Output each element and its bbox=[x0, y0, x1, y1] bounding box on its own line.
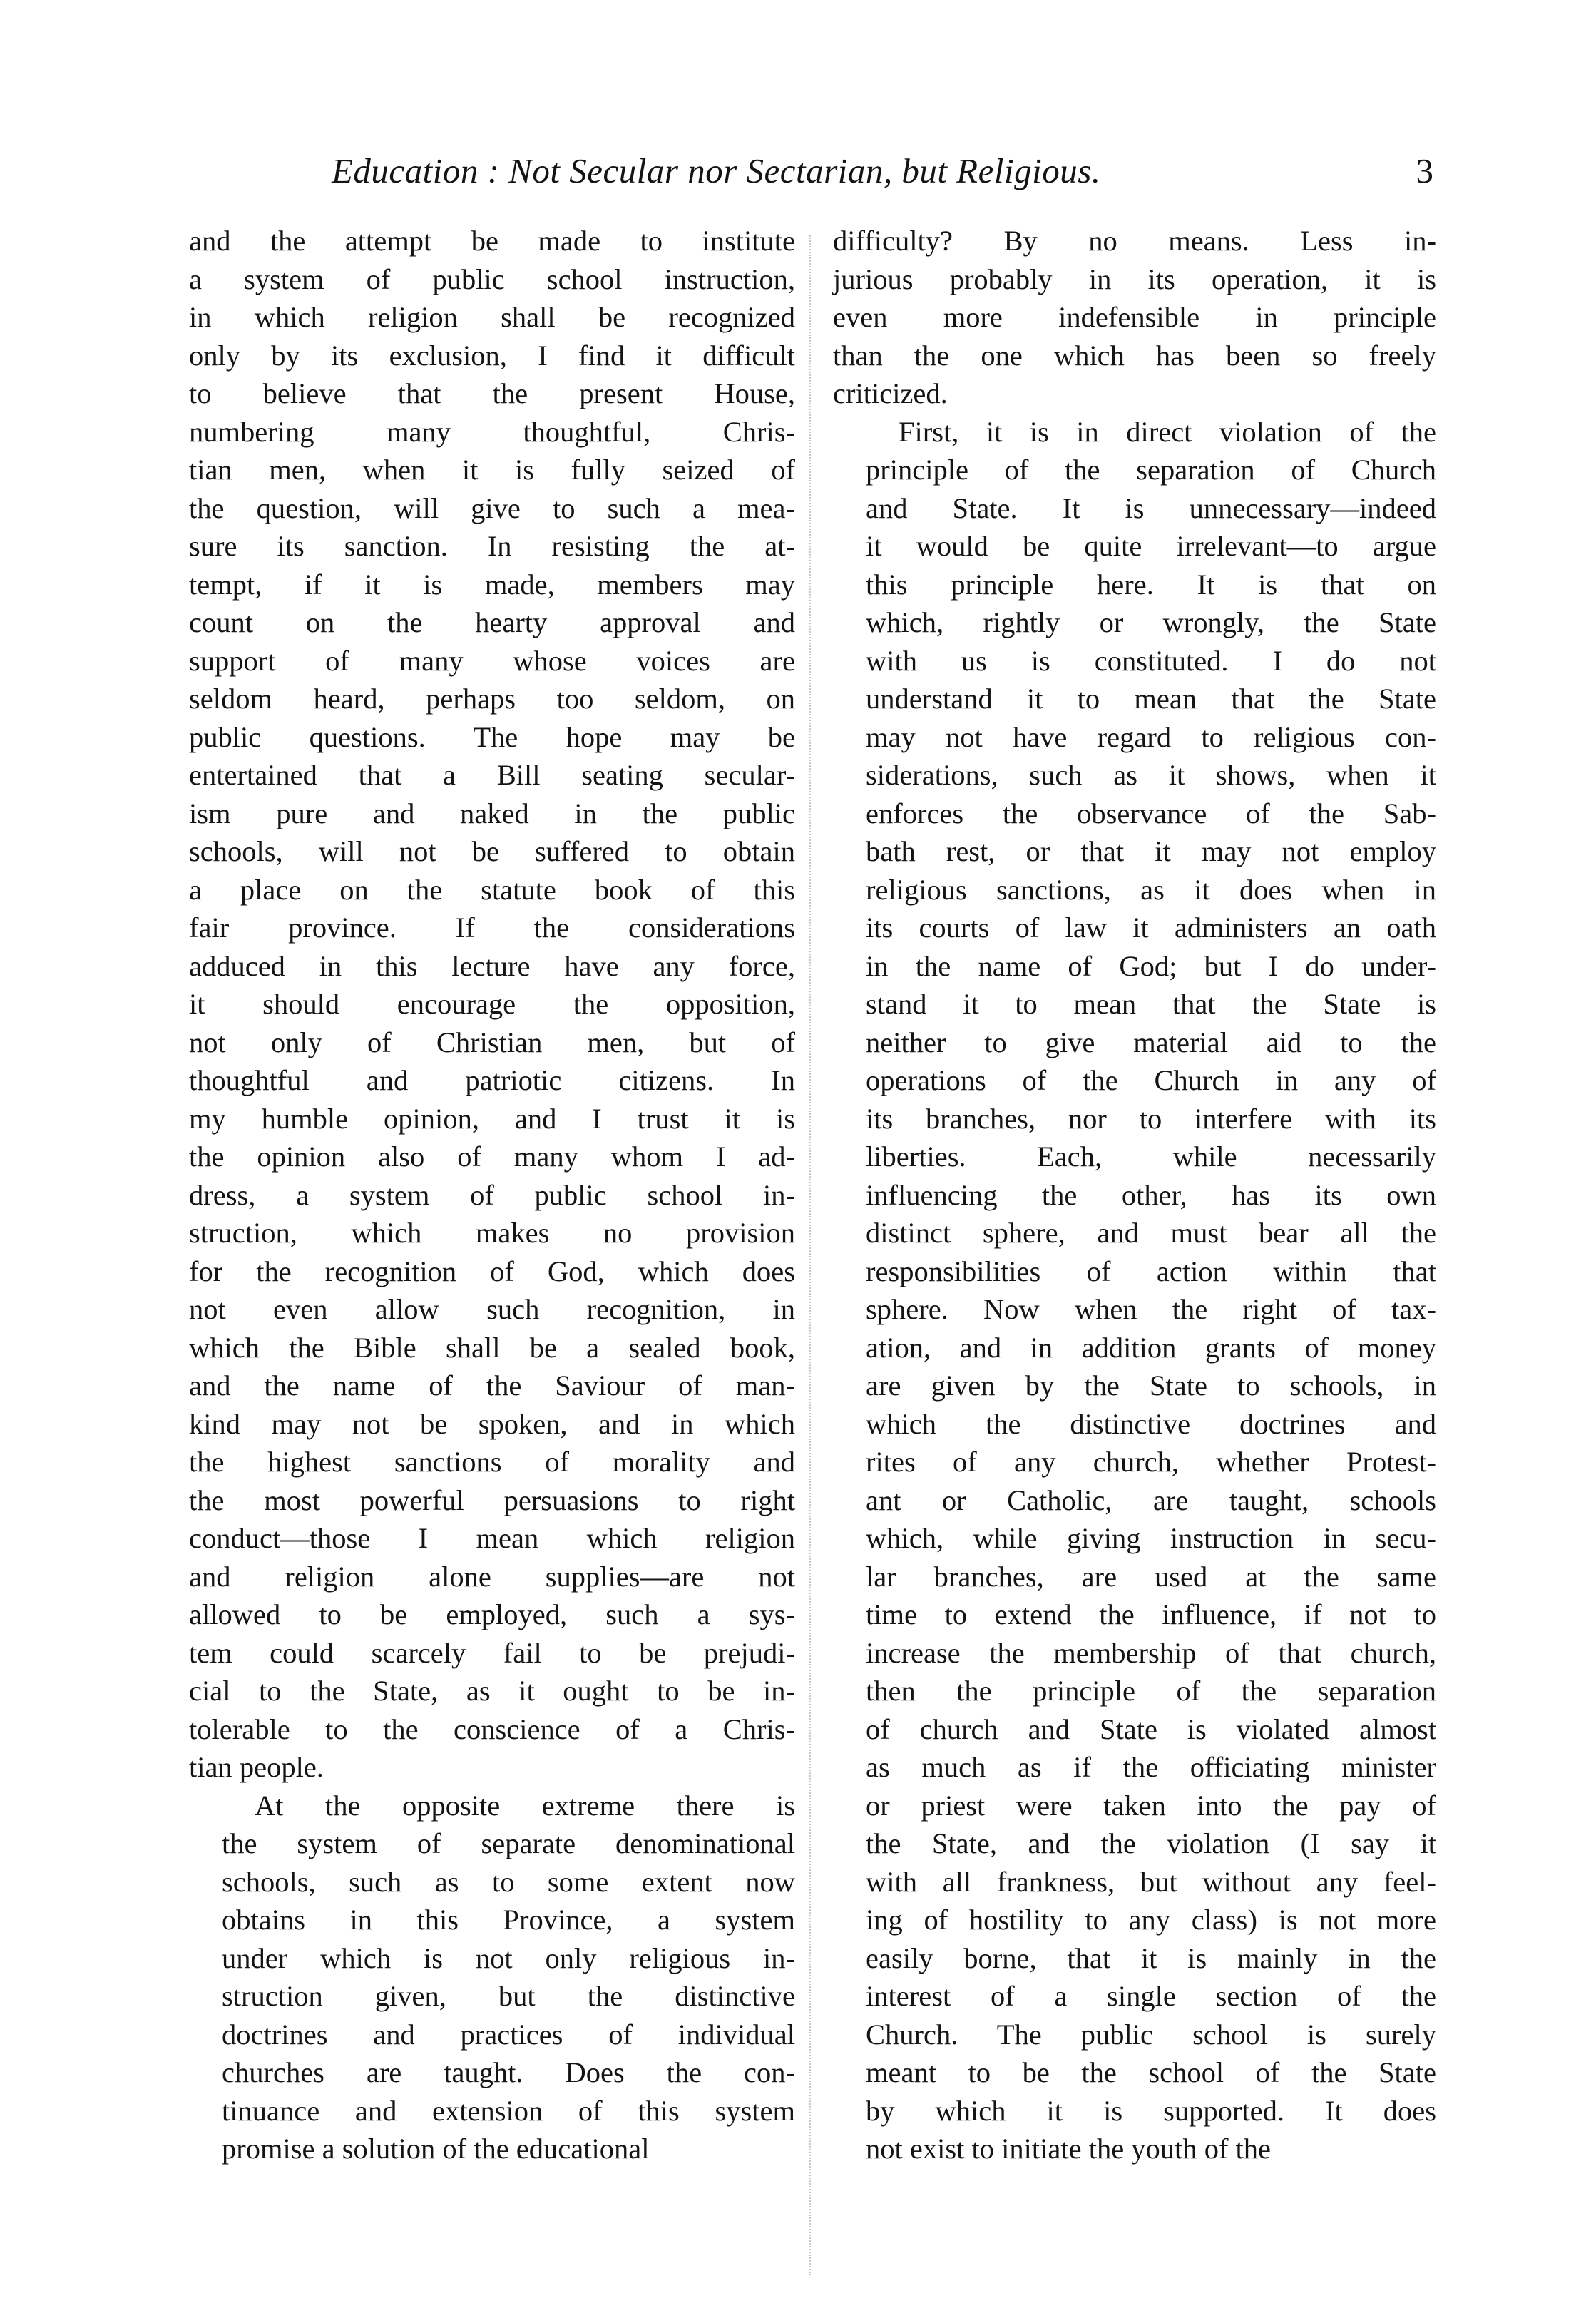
text-line: not exist to initiate the youth of the bbox=[866, 2133, 1272, 2165]
text-line: adduced in this lecture have any force, bbox=[189, 949, 795, 982]
text-line: influencing the other, has its own bbox=[866, 1178, 1436, 1211]
text-line: struction given, but the distinctive bbox=[222, 1980, 795, 2012]
text-line: to believe that the present House, bbox=[189, 377, 795, 409]
text-line: public questions. The hope may be bbox=[189, 720, 795, 753]
text-line: obtains in this Province, a system bbox=[222, 1904, 795, 1936]
text-line: lar branches, are used at the same bbox=[866, 1560, 1436, 1593]
text-line: operations of the Church in any of bbox=[866, 1064, 1436, 1096]
text-line: criticized. bbox=[833, 377, 948, 409]
text-line: religious sanctions, as it does when in bbox=[866, 873, 1436, 906]
text-line: First, it is in direct violation of the bbox=[899, 415, 1436, 448]
text-line: are given by the State to schools, in bbox=[866, 1369, 1436, 1402]
text-line: difficulty? By no means. Less in- bbox=[833, 225, 1436, 257]
text-line: with all frankness, but without any feel- bbox=[866, 1865, 1436, 1898]
text-line: cial to the State, as it ought to be in- bbox=[189, 1675, 795, 1707]
text-line: and State. It is unnecessary—indeed bbox=[866, 491, 1436, 524]
text-line: jurious probably in its operation, it is bbox=[833, 262, 1436, 295]
text-line: for the recognition of God, which does bbox=[189, 1255, 795, 1287]
text-line: the opinion also of many whom I ad- bbox=[189, 1140, 795, 1173]
text-line: in which religion shall be recognized bbox=[189, 301, 795, 333]
text-line: support of many whose voices are bbox=[189, 644, 795, 677]
text-line: enforces the observance of the Sab- bbox=[866, 797, 1436, 829]
text-line: principle of the separation of Church bbox=[866, 454, 1436, 486]
text-line: and the name of the Saviour of man- bbox=[189, 1369, 795, 1402]
column-divider bbox=[809, 235, 812, 2275]
text-line: even more indefensible in principle bbox=[833, 301, 1436, 333]
text-line: allowed to be employed, such a sys- bbox=[189, 1598, 795, 1630]
text-line: not only of Christian men, but of bbox=[189, 1026, 795, 1058]
text-line: time to extend the influence, if not to bbox=[866, 1598, 1436, 1630]
text-line: tempt, if it is made, members may bbox=[189, 568, 795, 601]
text-line: easily borne, that it is mainly in the bbox=[866, 1941, 1436, 1974]
text-line: neither to give material aid to the bbox=[866, 1026, 1436, 1058]
text-line: it should encourage the opposition, bbox=[189, 988, 795, 1020]
text-line: of church and State is violated almost bbox=[866, 1712, 1436, 1745]
text-line: Church. The public school is surely bbox=[866, 2018, 1436, 2051]
text-line: doctrines and practices of individual bbox=[222, 2018, 795, 2051]
text-line: the State, and the violation (I say it bbox=[866, 1827, 1436, 1859]
text-line: than the one which has been so freely bbox=[833, 339, 1436, 372]
text-line: ing of hostility to any class) is not more bbox=[866, 1904, 1436, 1936]
text-line: a system of public school instruction, bbox=[189, 262, 795, 295]
left-column bbox=[189, 222, 795, 2168]
text-line: fair province. If the considerations bbox=[189, 912, 795, 944]
text-line: by which it is supported. It does bbox=[866, 2094, 1436, 2127]
text-line: only by its exclusion, I find it difficult bbox=[189, 339, 795, 372]
text-line: sure its sanction. In resisting the at- bbox=[189, 530, 795, 562]
text-line: its branches, nor to interfere with its bbox=[866, 1102, 1436, 1135]
paragraph bbox=[189, 222, 795, 1787]
text-line: interest of a single section of the bbox=[866, 1980, 1436, 2012]
text-line: distinct sphere, and must bear all the bbox=[866, 1217, 1436, 1249]
text-line: meant to be the school of the State bbox=[866, 2056, 1436, 2088]
text-line: siderations, such as it shows, when it bbox=[866, 759, 1436, 791]
text-line: stand it to mean that the State is bbox=[866, 988, 1436, 1020]
text-line: which, rightly or wrongly, the State bbox=[866, 606, 1436, 638]
text-line: understand it to mean that the State bbox=[866, 683, 1436, 715]
text-line: conduct—those I mean which religion bbox=[189, 1522, 795, 1554]
text-line: tinuance and extension of this system bbox=[222, 2094, 795, 2127]
right-column bbox=[833, 222, 1436, 2168]
text-line: the system of separate denominational bbox=[222, 1827, 795, 1859]
text-line: then the principle of the separation bbox=[866, 1675, 1436, 1707]
text-line: thoughtful and patriotic citizens. In bbox=[189, 1064, 795, 1096]
text-line: churches are taught. Does the con- bbox=[222, 2056, 795, 2088]
text-line: the highest sanctions of morality and bbox=[189, 1446, 795, 1478]
text-line: count on the hearty approval and bbox=[189, 606, 795, 638]
text-line: with us is constituted. I do not bbox=[866, 644, 1436, 677]
text-line: ism pure and naked in the public bbox=[189, 797, 795, 829]
text-line: and religion alone supplies—are not bbox=[189, 1560, 795, 1593]
text-line: my humble opinion, and I trust it is bbox=[189, 1102, 795, 1135]
text-line: in the name of God; but I do under- bbox=[866, 949, 1436, 982]
text-line: bath rest, or that it may not employ bbox=[866, 835, 1436, 867]
text-line: the most powerful persuasions to right bbox=[189, 1484, 795, 1516]
text-line: struction, which makes no provision bbox=[189, 1217, 795, 1249]
text-line: or priest were taken into the pay of bbox=[866, 1789, 1436, 1822]
text-line: rites of any church, whether Protest- bbox=[866, 1446, 1436, 1478]
text-line: which, while giving instruction in secu- bbox=[866, 1522, 1436, 1554]
text-line: which the distinctive doctrines and bbox=[866, 1407, 1436, 1440]
text-line: ation, and in addition grants of money bbox=[866, 1331, 1436, 1364]
text-line: tem could scarcely fail to be prejudi- bbox=[189, 1636, 795, 1669]
text-line: seldom heard, perhaps too seldom, on bbox=[189, 683, 795, 715]
text-line: liberties. Each, while necessarily bbox=[866, 1140, 1436, 1173]
text-line: entertained that a Bill seating secular- bbox=[189, 759, 795, 791]
text-line: may not have regard to religious con- bbox=[866, 720, 1436, 753]
text-line: which the Bible shall be a sealed book, bbox=[189, 1331, 795, 1364]
text-line: not even allow such recognition, in bbox=[189, 1293, 795, 1325]
page-number: 3 bbox=[1416, 151, 1433, 190]
text-line: tian men, when it is fully seized of bbox=[189, 454, 795, 486]
running-head-title: Education : Not Secular nor Sectarian, but Religious. bbox=[332, 151, 1101, 190]
text-line: a place on the statute book of this bbox=[189, 873, 795, 906]
text-line: and the attempt be made to institute bbox=[189, 225, 795, 257]
paragraph bbox=[833, 222, 1436, 413]
text-line: promise a solution of the educational bbox=[222, 2133, 650, 2165]
text-line: kind may not be spoken, and in which bbox=[189, 1407, 795, 1440]
running-header bbox=[332, 150, 1433, 207]
text-line: responsibilities of action within that bbox=[866, 1255, 1436, 1287]
text-line: tolerable to the conscience of a Chris- bbox=[189, 1712, 795, 1745]
text-line: schools, will not be suffered to obtain bbox=[189, 835, 795, 867]
text-line: dress, a system of public school in- bbox=[189, 1178, 795, 1211]
text-line: it would be quite irrelevant—to argue bbox=[866, 530, 1436, 562]
text-line: numbering many thoughtful, Chris- bbox=[189, 415, 795, 448]
paragraph bbox=[833, 413, 1436, 2168]
text-line: this principle here. It is that on bbox=[866, 568, 1436, 601]
text-line: its courts of law it administers an oath bbox=[866, 912, 1436, 944]
text-line: schools, such as to some extent now bbox=[222, 1865, 795, 1898]
text-line: increase the membership of that church, bbox=[866, 1636, 1436, 1669]
text-line: tian people. bbox=[189, 1751, 324, 1783]
text-line: sphere. Now when the right of tax- bbox=[866, 1293, 1436, 1325]
text-line: ant or Catholic, are taught, schools bbox=[866, 1484, 1436, 1516]
paragraph bbox=[189, 1787, 795, 2168]
text-line: At the opposite extreme there is bbox=[255, 1789, 795, 1822]
text-line: under which is not only religious in- bbox=[222, 1941, 795, 1974]
text-line: as much as if the officiating minister bbox=[866, 1751, 1436, 1783]
text-line: the question, will give to such a mea- bbox=[189, 491, 795, 524]
